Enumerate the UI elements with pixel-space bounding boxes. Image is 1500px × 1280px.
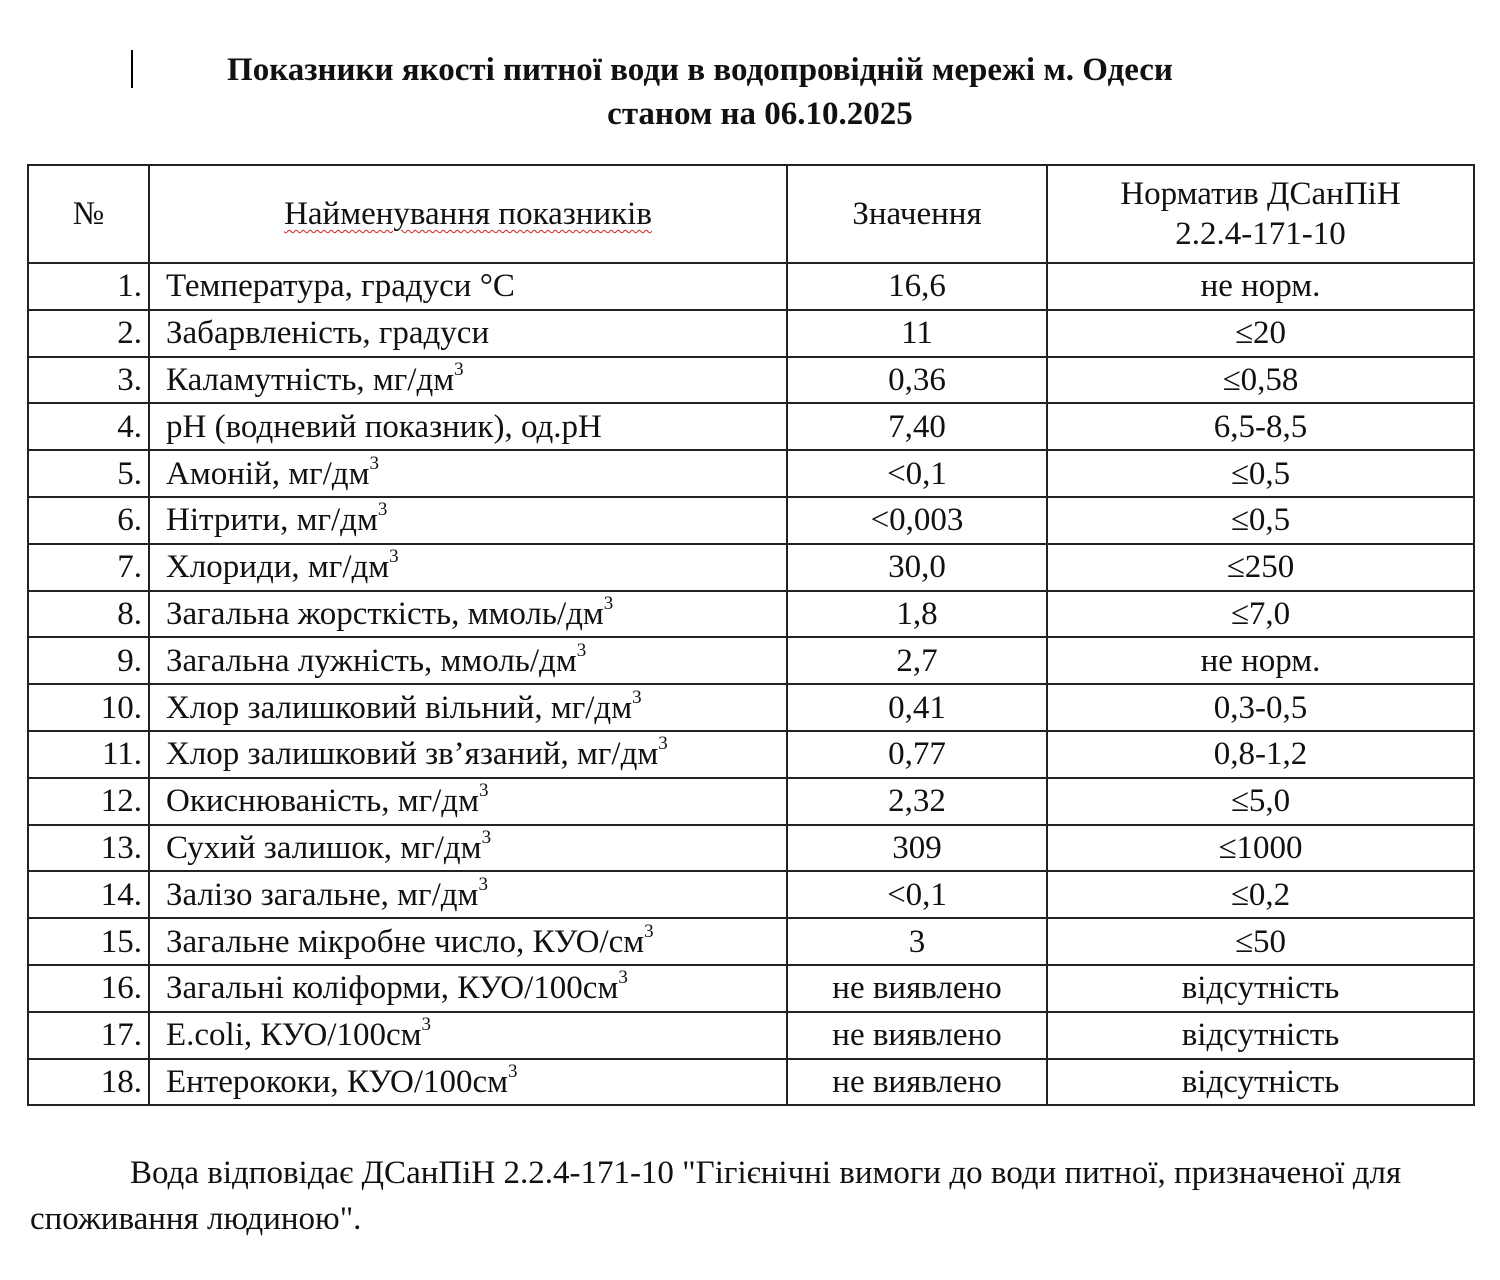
row-indicator-name: Забарвленість, градуси: [166, 315, 490, 352]
row-value: 309: [892, 829, 942, 866]
row-number-cell: [28, 1012, 149, 1059]
row-number: 11.: [101, 736, 142, 773]
row-norm: ≤5,0: [1230, 783, 1291, 820]
row-indicator-name-cell: [149, 1059, 787, 1106]
table-row: [28, 918, 1474, 965]
row-number: 12.: [100, 783, 142, 820]
row-norm: не норм.: [1200, 268, 1321, 305]
row-indicator-name: Ентерококи, КУО/100см: [166, 1063, 509, 1100]
table-row: [28, 684, 1474, 731]
row-value: <0,1: [887, 455, 947, 492]
row-indicator-name-cell: [149, 263, 787, 310]
row-value: 0,41: [888, 689, 946, 726]
unit-superscript: 3: [389, 546, 399, 568]
table-row: [28, 1059, 1474, 1106]
row-indicator-name-cell: [149, 497, 787, 544]
row-number-cell: [28, 591, 149, 638]
row-indicator-name: Нітрити, мг/дм: [166, 502, 378, 539]
row-value: не виявлено: [832, 1017, 1002, 1054]
header-name-label: Найменування показників: [284, 196, 652, 232]
row-value-cell: [787, 918, 1047, 965]
unit-superscript: 3: [508, 1060, 518, 1082]
row-number: 9.: [117, 642, 142, 679]
row-norm-cell: [1047, 497, 1474, 544]
row-value: <0,003: [870, 502, 964, 539]
row-norm: відсутність: [1181, 1063, 1340, 1100]
row-number: 18.: [100, 1063, 142, 1100]
unit-superscript: 3: [481, 826, 492, 848]
header-value: Значення: [787, 165, 1047, 263]
row-number: 10.: [100, 689, 142, 726]
row-norm-cell: [1047, 591, 1474, 638]
table-row: [28, 825, 1474, 872]
table-row: [28, 731, 1474, 778]
row-value-cell: [787, 825, 1047, 872]
row-value: <0,1: [887, 876, 947, 913]
row-norm-cell: [1047, 778, 1474, 825]
row-indicator-name-cell: [149, 825, 787, 872]
row-norm-cell: [1047, 310, 1474, 357]
row-norm: ≤7,0: [1230, 595, 1291, 632]
row-norm: 6,5-8,5: [1213, 408, 1308, 445]
row-indicator-name: рН (водневий показник), од.рН: [166, 408, 602, 445]
row-number: 5.: [117, 455, 142, 492]
row-indicator-name-cell: [149, 310, 787, 357]
row-indicator-name: Амоній, мг/дм: [166, 455, 370, 492]
row-number: 2.: [117, 315, 142, 352]
table-row: [28, 1012, 1474, 1059]
unit-superscript: 3: [644, 920, 654, 942]
row-norm: ≤0,5: [1230, 455, 1291, 492]
table-row: [28, 497, 1474, 544]
unit-superscript: 3: [421, 1014, 431, 1036]
row-indicator-name-cell: [149, 357, 787, 404]
row-indicator-name: Хлориди, мг/дм: [166, 549, 390, 586]
row-value-cell: [787, 871, 1047, 918]
row-value-cell: [787, 310, 1047, 357]
row-number: 13.: [100, 829, 142, 866]
row-value: не виявлено: [832, 1063, 1002, 1100]
table-row: [28, 310, 1474, 357]
unit-superscript: 3: [478, 780, 489, 802]
row-indicator-name-cell: [149, 731, 787, 778]
row-value-cell: [787, 684, 1047, 731]
row-indicator-name-cell: [149, 778, 787, 825]
row-value: 0,77: [888, 736, 946, 773]
row-indicator-name-cell: [149, 403, 787, 450]
row-value-cell: [787, 403, 1047, 450]
row-value: 2,7: [896, 642, 938, 679]
table-row: [28, 637, 1474, 684]
water-quality-table: [27, 164, 1475, 1106]
table-row: [28, 357, 1474, 404]
row-number: 4.: [117, 408, 142, 445]
row-value: 2,32: [888, 783, 946, 820]
unit-superscript: 3: [369, 452, 379, 474]
row-norm: 0,3-0,5: [1213, 689, 1308, 726]
row-number-cell: [28, 918, 149, 965]
row-number-cell: [28, 357, 149, 404]
row-value-cell: [787, 965, 1047, 1012]
table-row: [28, 450, 1474, 497]
row-number-cell: [28, 637, 149, 684]
document-title: Показники якості питної води в водопровідній мережі м. Одеси: [227, 52, 1173, 88]
row-norm-cell: [1047, 1012, 1474, 1059]
row-number-cell: [28, 965, 149, 1012]
row-value-cell: [787, 450, 1047, 497]
row-norm: ≤250: [1226, 549, 1295, 586]
row-norm-cell: [1047, 965, 1474, 1012]
row-norm: ≤0,58: [1222, 361, 1299, 398]
row-number-cell: [28, 731, 149, 778]
header-norm-line1: Норматив ДСанПіН: [1120, 176, 1401, 212]
row-norm-cell: [1047, 357, 1474, 404]
row-norm-cell: [1047, 918, 1474, 965]
row-number: 17.: [100, 1017, 142, 1054]
row-number-cell: [28, 871, 149, 918]
row-indicator-name: Каламутність, мг/дм: [166, 361, 455, 398]
table-row: [28, 263, 1474, 310]
row-value-cell: [787, 497, 1047, 544]
table-row: [28, 544, 1474, 591]
header-norm-line2: 2.2.4-171-10: [1175, 216, 1346, 252]
row-norm: відсутність: [1181, 970, 1340, 1007]
unit-superscript: 3: [618, 967, 628, 989]
row-number-cell: [28, 310, 149, 357]
table-header-row: [28, 165, 1474, 263]
unit-superscript: 3: [478, 873, 488, 895]
row-number-cell: [28, 403, 149, 450]
table-row: [28, 871, 1474, 918]
row-norm: 0,8-1,2: [1213, 736, 1308, 773]
row-value: 1,8: [896, 595, 938, 632]
row-value-cell: [787, 731, 1047, 778]
unit-superscript: 3: [632, 686, 642, 708]
row-number: 3.: [117, 361, 142, 398]
row-number-cell: [28, 825, 149, 872]
table-row: [28, 591, 1474, 638]
row-number: 16.: [100, 970, 142, 1007]
document-subtitle-date: станом на 06.10.2025: [607, 96, 913, 132]
table-body: [28, 263, 1474, 1105]
row-number: 6.: [117, 502, 142, 539]
row-indicator-name-cell: [149, 918, 787, 965]
row-number-cell: [28, 1059, 149, 1106]
row-number-cell: [28, 544, 149, 591]
row-indicator-name-cell: [149, 637, 787, 684]
row-indicator-name: Залізо загальне, мг/дм: [166, 876, 479, 913]
row-value: 0,36: [888, 361, 946, 398]
row-norm-cell: [1047, 637, 1474, 684]
row-norm: відсутність: [1181, 1017, 1340, 1054]
row-number: 15.: [100, 923, 142, 960]
unit-superscript: 3: [576, 639, 587, 661]
row-norm-cell: [1047, 544, 1474, 591]
row-value-cell: [787, 637, 1047, 684]
row-value: 3: [908, 923, 926, 960]
row-value: не виявлено: [832, 970, 1002, 1007]
row-indicator-name: Температура, градуси °С: [166, 268, 515, 305]
row-indicator-name: Загальні коліформи, КУО/100см: [166, 970, 619, 1007]
row-indicator-name-cell: [149, 450, 787, 497]
row-value-cell: [787, 1059, 1047, 1106]
unit-superscript: 3: [454, 358, 464, 380]
row-value-cell: [787, 591, 1047, 638]
row-indicator-name-cell: [149, 965, 787, 1012]
row-indicator-name-cell: [149, 684, 787, 731]
row-number: 7.: [117, 549, 142, 586]
table-row: [28, 778, 1474, 825]
conclusion-paragraph: Вода відповідає ДСанПіН 2.2.4-171-10 "Гігієнічні вимоги до води питної, призначеної для споживання людиною".: [30, 1155, 1402, 1237]
table-row: [28, 403, 1474, 450]
row-indicator-name-cell: [149, 591, 787, 638]
row-number: 8.: [117, 595, 142, 632]
row-indicator-name-cell: [149, 1012, 787, 1059]
row-norm: ≤50: [1234, 923, 1287, 960]
row-norm-cell: [1047, 871, 1474, 918]
row-number-cell: [28, 263, 149, 310]
row-value: 11: [901, 315, 933, 352]
row-number-cell: [28, 684, 149, 731]
row-norm-cell: [1047, 403, 1474, 450]
row-norm-cell: [1047, 1059, 1474, 1106]
row-value-cell: [787, 263, 1047, 310]
unit-superscript: 3: [377, 499, 388, 521]
row-value: 30,0: [888, 549, 946, 586]
header-norm: [1047, 165, 1474, 263]
row-indicator-name: Загальне мікробне число, КУО/см: [166, 923, 645, 960]
row-norm-cell: [1047, 450, 1474, 497]
row-norm-cell: [1047, 263, 1474, 310]
row-norm: ≤1000: [1218, 829, 1303, 866]
row-number: 14.: [100, 876, 142, 913]
header-number: №: [28, 165, 149, 263]
row-value-cell: [787, 778, 1047, 825]
row-norm: ≤20: [1234, 315, 1287, 352]
row-norm: не норм.: [1200, 642, 1321, 679]
row-number-cell: [28, 497, 149, 544]
row-norm: ≤0,5: [1230, 502, 1291, 539]
row-indicator-name: Сухий залишок, мг/дм: [166, 829, 482, 866]
row-indicator-name: Загальна жорсткість, ммоль/дм: [166, 595, 604, 632]
unit-superscript: 3: [603, 592, 614, 614]
row-indicator-name: Хлор залишковий вільний, мг/дм: [166, 689, 633, 726]
unit-superscript: 3: [658, 733, 668, 755]
header-name: [149, 165, 787, 263]
row-norm-cell: [1047, 825, 1474, 872]
row-value: 16,6: [888, 268, 946, 305]
row-number-cell: [28, 450, 149, 497]
row-number-cell: [28, 778, 149, 825]
row-norm-cell: [1047, 684, 1474, 731]
row-indicator-name: Загальна лужність, ммоль/дм: [166, 642, 577, 679]
row-norm-cell: [1047, 731, 1474, 778]
row-indicator-name-cell: [149, 871, 787, 918]
row-indicator-name: Окиснюваність, мг/дм: [166, 783, 479, 820]
row-norm: ≤0,2: [1230, 876, 1291, 913]
row-indicator-name: Хлор залишковий зв’язаний, мг/дм: [166, 736, 659, 773]
row-value: 7,40: [888, 408, 946, 445]
row-number: 1.: [117, 268, 142, 305]
row-indicator-name-cell: [149, 544, 787, 591]
row-value-cell: [787, 1012, 1047, 1059]
row-value-cell: [787, 544, 1047, 591]
table-row: [28, 965, 1474, 1012]
row-value-cell: [787, 357, 1047, 404]
row-indicator-name: E.coli, КУО/100см: [166, 1017, 422, 1054]
